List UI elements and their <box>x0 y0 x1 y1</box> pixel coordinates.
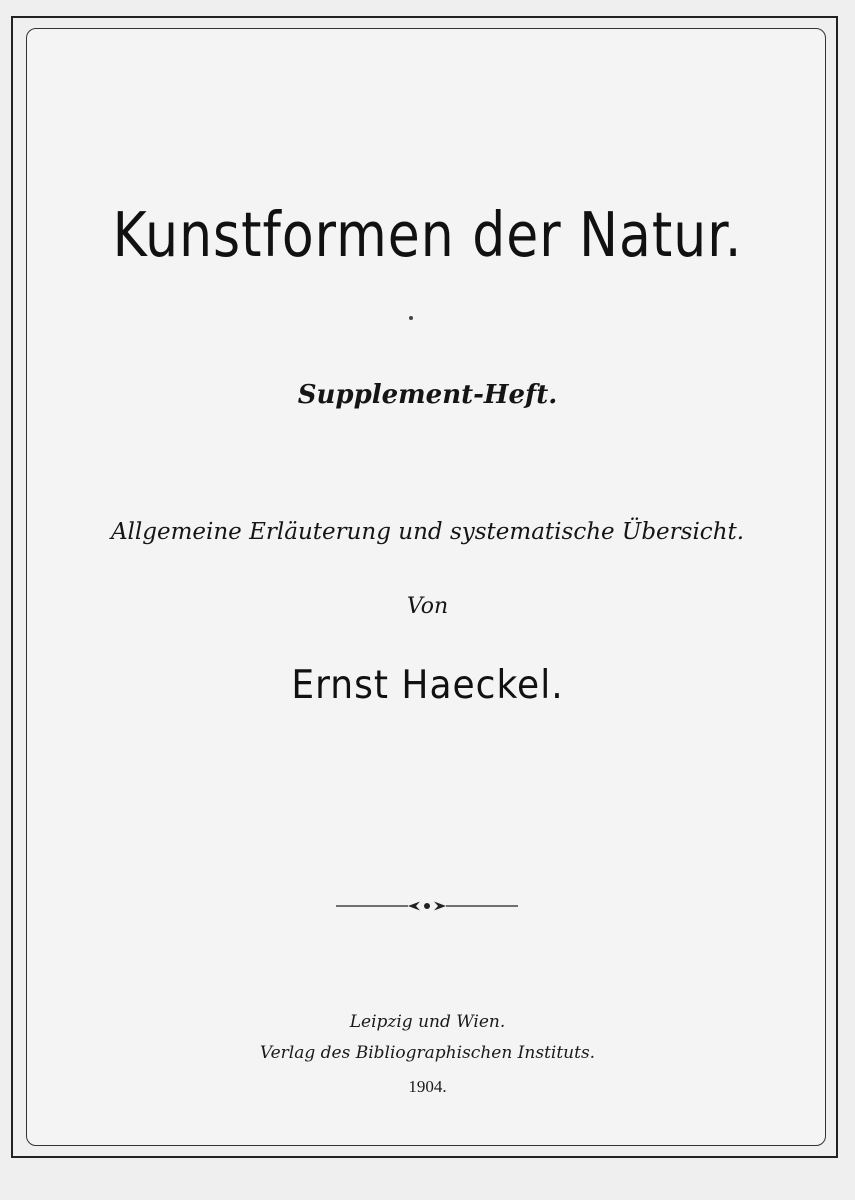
inner-frame <box>26 28 826 1146</box>
by-label: Von <box>406 594 449 619</box>
publication-place: Leipzig und Wien. <box>349 1012 506 1032</box>
book-title: Kunstformen der Natur. <box>112 200 743 272</box>
book-subtitle: Supplement-Heft. <box>297 380 558 410</box>
divider-ornament-icon <box>336 900 518 912</box>
publisher: Verlag des Bibliographischen Instituts. <box>259 1043 596 1063</box>
author-name: Ernst Haeckel. <box>291 662 564 709</box>
ink-speck <box>409 316 413 320</box>
book-description: Allgemeine Erläuterung und systematische Übersicht. <box>110 519 745 545</box>
publication-year: 1904. <box>408 1077 447 1096</box>
